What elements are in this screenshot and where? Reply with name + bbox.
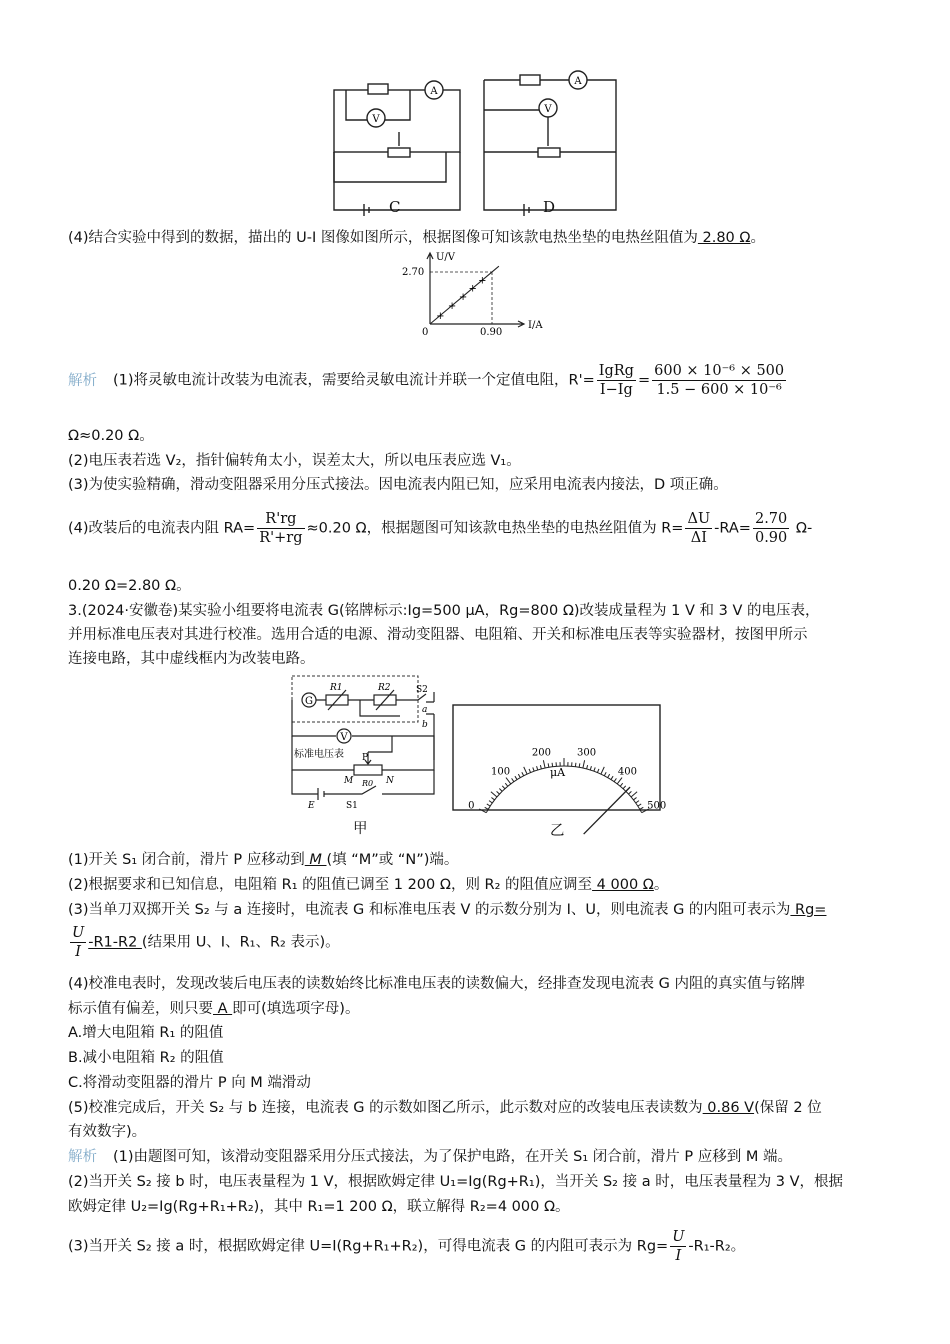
question-3-5: (5)校准完成后，开关 S₂ 与 b 连接，电流表 G 的示数如图乙所示，此示数对应的改装电压表读数为 0.86 V(保留 2 位 <box>68 1100 822 1116</box>
question-3-2: (2)根据要求和已知信息，电阻箱 R₁ 的阻值已调至 1 200 Ω，则 R₂ 的阻值应调至 4 000 Ω。 <box>68 877 669 893</box>
meter-scale-label: 300 <box>577 747 597 759</box>
meter-scale-label: 100 <box>490 766 511 778</box>
meter-a-d: A <box>574 76 582 87</box>
question-3-3: (3)当单刀双掷开关 S₂ 与 a 连接时，电流表 G 和标准电压表 V 的示数分别为 I、U，则电流表 G 的内阻可表示为 Rg= <box>68 902 827 918</box>
circuit-figure-cd <box>320 70 630 220</box>
option-c: C.将滑动变阻器的滑片 P 向 M 端滑动 <box>68 1075 311 1091</box>
analysis-3-3: (3)当开关 S₂ 接 a 时，根据欧姆定律 U=I(Rg+R₁+R₂)，可得电流表 G 的内阻可表示为 Rg= $\frac{U}{I}$ -R₁-R₂。 <box>68 1229 746 1264</box>
question-3-1: (1)开关 S₁ 闭合前，滑片 P 应移动到 M (填 “M”或 “N”)端。 <box>68 852 459 868</box>
y-axis-label: U/V <box>436 252 456 263</box>
origin-label: 0 <box>422 327 429 338</box>
x-tick-label: 0.90 <box>480 327 503 338</box>
problem-3-line2: 并用标准电压表对其进行校准。选用合适的电源、滑动变阻器、电阻箱、开关和标准电压表等实验器材，按图甲所示 <box>68 627 808 643</box>
meter-scale-label: 200 <box>531 747 551 759</box>
problem-3-line3: 连接电路，其中虚线框内为改装电路。 <box>68 651 315 667</box>
jia-e: E <box>308 801 315 811</box>
analysis-4-cont: 0.20 Ω=2.80 Ω。 <box>68 578 191 594</box>
data-point: + <box>447 301 457 313</box>
jia-r0: R0 <box>362 779 374 788</box>
answer-3-4: A <box>213 1001 233 1017</box>
analysis-4: (4)改装后的电流表内阻 RA= $\frac{R'rg}{R'+rg}$ ≈0.20 Ω，根据题图可知该款电热坐垫的电热丝阻值为 R= $\frac{\Delta U}{\Delta I}$ -RA= $\frac{2.70}{0.90}$ Ω- <box>68 511 813 546</box>
jia-v: V <box>340 732 348 743</box>
data-point: + <box>468 283 477 295</box>
question-4: (4)结合实验中得到的数据，描出的 U-I 图像如图所示，根据图像可知该款电热坐垫的电热丝阻值为 2.80 Ω。 <box>68 230 765 246</box>
jia-std-voltmeter: 标准电压表 <box>294 749 344 760</box>
meter-scale-label: 0 <box>468 800 475 812</box>
data-point: + <box>458 291 468 303</box>
answer-4: 2.80 Ω <box>697 230 751 246</box>
jia-a: a <box>422 705 428 715</box>
option-b: B.减小电阻箱 R₂ 的阻值 <box>68 1050 224 1066</box>
y-tick-label: 2.70 <box>402 267 425 278</box>
meter-tick <box>548 763 549 767</box>
jia-s1: S1 <box>346 801 358 811</box>
jia-r1: R1 <box>330 683 343 693</box>
circuit-figure-jia <box>282 672 442 814</box>
meter-unit: μA <box>550 766 566 779</box>
data-point: + <box>478 275 487 287</box>
label-d: D <box>543 198 556 216</box>
x-axis-label: I/A <box>528 320 543 331</box>
question-3-5-cont: 有效数字)。 <box>68 1124 147 1140</box>
answer-3-1: M <box>304 852 327 868</box>
option-a: A.增大电阻箱 R₁ 的阻值 <box>68 1025 224 1041</box>
jia-s2: S2 <box>416 685 428 695</box>
meter-scale-label: 500 <box>647 800 667 812</box>
microammeter-figure-yi <box>452 704 667 812</box>
jia-caption: 甲 <box>353 821 368 837</box>
analysis-3-2-line1: (2)当开关 S₂ 接 b 时，电压表量程为 1 V，根据欧姆定律 U₁=Ig(Rg+R₁)，当开关 S₂ 接 a 时，电压表量程为 3 V，根据 <box>68 1174 844 1190</box>
yi-caption: 乙 <box>550 823 565 839</box>
analysis-tag: 解析 <box>68 372 97 389</box>
problem-3-line1: 3.(2024·安徽卷)某实验小组要将电流表 G(铭牌标示:Ig=500 μA，Rg=800 Ω)改装成量程为 1 V 和 3 V 的电压表， <box>68 603 820 619</box>
analysis-3-1: 解析 (1)由题图可知，该滑动变阻器采用分压式接法，为了保护电路，在开关 S₁ 闭合前，滑片 P 应移到 M 端。 <box>68 1149 792 1165</box>
jia-n: N <box>386 776 394 786</box>
answer-3-5: 0.86 V <box>702 1100 755 1116</box>
meter-tick <box>575 763 576 767</box>
jia-r2: R2 <box>378 683 391 693</box>
question-3-4-line2: 标示值有偏差，则只要 A 即可(填选项字母)。 <box>68 1001 360 1017</box>
jia-p: P <box>362 753 369 763</box>
meter-v-c: V <box>372 114 380 125</box>
analysis-2: (2)电压表若选 V₂，指针偏转角太小，误差太大，所以电压表应选 V₁。 <box>68 453 521 469</box>
answer-3-3: Rg= <box>790 902 827 918</box>
answer-3-2: 4 000 Ω <box>592 877 654 893</box>
analysis-1-cont: Ω≈0.20 Ω。 <box>68 428 154 444</box>
meter-tick <box>579 763 580 767</box>
jia-b: b <box>422 720 428 730</box>
ui-graph <box>400 250 560 338</box>
meter-a-c: A <box>430 86 438 97</box>
meter-scale-label: 400 <box>617 766 638 778</box>
data-point: + <box>436 310 445 322</box>
question-3-4-line1: (4)校准电表时，发现改装后电压表的读数始终比标准电压表的读数偏大，经排查发现电流表 G 内阻的真实值与铭牌 <box>68 976 805 992</box>
jia-g: G <box>305 696 313 707</box>
jia-m: M <box>344 776 354 786</box>
analysis-tag-2: 解析 <box>68 1149 97 1165</box>
analysis-3-2-line2: 欧姆定律 U₂=Ig(Rg+R₁+R₂)，其中 R₁=1 200 Ω，联立解得 R₂=4 000 Ω。 <box>68 1199 570 1215</box>
question-3-3-cont: $\frac{U}{I}$ -R1-R2 (结果用 U、I、R₁、R₂ 表示)。 <box>72 925 340 960</box>
analysis-1: 解析 (1)将灵敏电流计改装为电流表，需要给灵敏电流计并联一个定值电阻，R'= $\frac{\text{IgRg}}{I-Ig}$ = $\frac{\text{600 × 10⁻⁶ × 500}}{\text{1.5 − 600 × 10⁻⁶}}$ <box>68 363 785 398</box>
meter-v-d: V <box>544 104 552 115</box>
label-c: C <box>389 198 401 216</box>
analysis-3: (3)为使实验精确，滑动变阻器采用分压式接法。因电流表内阻已知，应采用电流表内接法，D 项正确。 <box>68 477 728 493</box>
